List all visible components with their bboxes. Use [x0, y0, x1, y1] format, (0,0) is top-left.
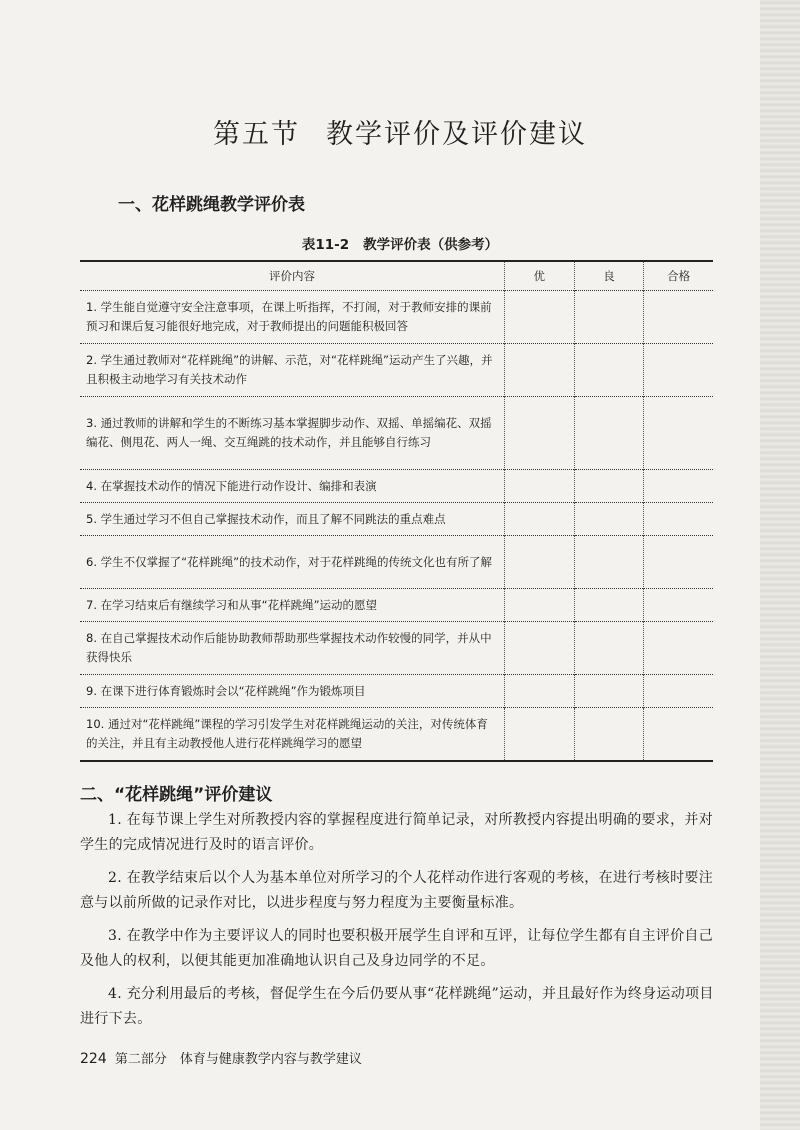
table-caption-number: 表11-2 — [301, 237, 350, 253]
rating-cell-pass — [644, 675, 713, 708]
rating-cell-good — [574, 344, 644, 397]
rating-cell-good — [574, 397, 644, 470]
rating-cell-good — [574, 708, 644, 762]
running-footer-text: 第二部分 体育与健康教学内容与教学建议 — [114, 1052, 362, 1067]
rating-cell-pass — [644, 589, 713, 622]
rating-cell-pass — [644, 470, 713, 503]
rating-cell-excellent — [504, 622, 574, 675]
table-row — [80, 589, 713, 622]
rating-cell-pass — [644, 536, 713, 589]
table-row — [80, 470, 713, 503]
rating-cell-good — [574, 589, 644, 622]
rating-cell-good — [574, 470, 644, 503]
evaluation-table — [80, 260, 713, 762]
table-caption-text: 教学评价表（供参考） — [363, 237, 499, 253]
rating-cell-good — [574, 291, 644, 344]
rating-cell-pass — [644, 622, 713, 675]
part2-heading: 二、“花样跳绳”评价建议 — [80, 785, 273, 805]
criterion-cell: 10. 通过对“花样跳绳”课程的学习引发学生对花样跳绳运动的关注，对传统体育的关注，并且有主动教授他人进行花样跳绳学习的愿望 — [80, 708, 504, 762]
rating-cell-good — [574, 622, 644, 675]
table-row — [80, 503, 713, 536]
table-row — [80, 708, 713, 762]
part1-heading: 一、花样跳绳教学评价表 — [118, 195, 305, 215]
rating-cell-good — [574, 675, 644, 708]
suggestion-paragraph-2: 2. 在教学结束后以个人为基本单位对所学习的个人花样动作进行客观的考核，在进行考核时要注意与以前所做的记录作对比，以进步程度与努力程度为主要衡量标准。 — [80, 870, 714, 911]
page-number: 224 — [80, 1051, 107, 1067]
suggestion-paragraph-4: 4. 充分利用最后的考核，督促学生在今后仍要从事“花样跳绳”运动，并且最好作为终身运动项目进行下去。 — [80, 986, 714, 1027]
criterion-cell: 5. 学生通过学习不但自己掌握技术动作，而且了解不同跳法的重点难点 — [80, 503, 504, 536]
page-binding-edge — [760, 0, 800, 1130]
rating-cell-pass — [644, 291, 713, 344]
criterion-cell: 4. 在掌握技术动作的情况下能进行动作设计、编排和表演 — [80, 470, 504, 503]
section-title — [0, 112, 800, 151]
rating-cell-excellent — [504, 675, 574, 708]
header-pass: 合格 — [644, 261, 713, 291]
criterion-cell: 6. 学生不仅掌握了“花样跳绳”的技术动作，对于花样跳绳的传统文化也有所了解 — [80, 536, 504, 589]
table-row — [80, 344, 713, 397]
section-title-text: 教学评价及评价建议 — [326, 119, 587, 150]
criterion-cell: 9. 在课下进行体育锻炼时会以“花样跳绳”作为锻炼项目 — [80, 675, 504, 708]
rating-cell-excellent — [504, 536, 574, 589]
rating-cell-excellent — [504, 470, 574, 503]
page-footer — [80, 1048, 362, 1067]
rating-cell-excellent — [504, 291, 574, 344]
suggestion-paragraph-1: 1. 在每节课上学生对所教授内容的掌握程度进行简单记录，对所教授内容提出明确的要求，并对学生的完成情况进行及时的语言评价。 — [80, 812, 714, 853]
rating-cell-pass — [644, 397, 713, 470]
header-good: 良 — [574, 261, 644, 291]
section-number: 第五节 — [213, 119, 300, 150]
rating-cell-good — [574, 536, 644, 589]
rating-cell-excellent — [504, 397, 574, 470]
header-content: 评价内容 — [80, 261, 504, 291]
rating-cell-good — [574, 503, 644, 536]
criterion-cell: 1. 学生能自觉遵守安全注意事项，在课上听指挥，不打闹，对于教师安排的课前预习和课后复习能很好地完成，对于教师提出的问题能积极回答 — [80, 291, 504, 344]
suggestion-paragraph-3: 3. 在教学中作为主要评议人的同时也要积极开展学生自评和互评，让每位学生都有自主评价自己及他人的权利，以便其能更加准确地认识自己及身边同学的不足。 — [80, 928, 714, 969]
table-row — [80, 622, 713, 675]
rating-cell-excellent — [504, 708, 574, 762]
rating-cell-excellent — [504, 503, 574, 536]
criterion-cell: 2. 学生通过教师对“花样跳绳”的讲解、示范，对“花样跳绳”运动产生了兴趣，并且积极主动地学习有关技术动作 — [80, 344, 504, 397]
table-caption — [0, 233, 800, 253]
criterion-cell: 7. 在学习结束后有继续学习和从事“花样跳绳”运动的愿望 — [80, 589, 504, 622]
table-header-row — [80, 261, 713, 291]
criterion-cell: 3. 通过教师的讲解和学生的不断练习基本掌握脚步动作、双摇、单摇编花、双摇编花、侧甩花、两人一绳、交互绳跳的技术动作，并且能够自行练习 — [80, 397, 504, 470]
table-row — [80, 291, 713, 344]
rating-cell-excellent — [504, 589, 574, 622]
header-excellent: 优 — [504, 261, 574, 291]
table-row — [80, 536, 713, 589]
rating-cell-pass — [644, 503, 713, 536]
criterion-cell: 8. 在自己掌握技术动作后能协助教师帮助那些掌握技术动作较慢的同学，并从中获得快乐 — [80, 622, 504, 675]
table-row — [80, 675, 713, 708]
table-row — [80, 397, 713, 470]
rating-cell-pass — [644, 708, 713, 762]
rating-cell-excellent — [504, 344, 574, 397]
rating-cell-pass — [644, 344, 713, 397]
